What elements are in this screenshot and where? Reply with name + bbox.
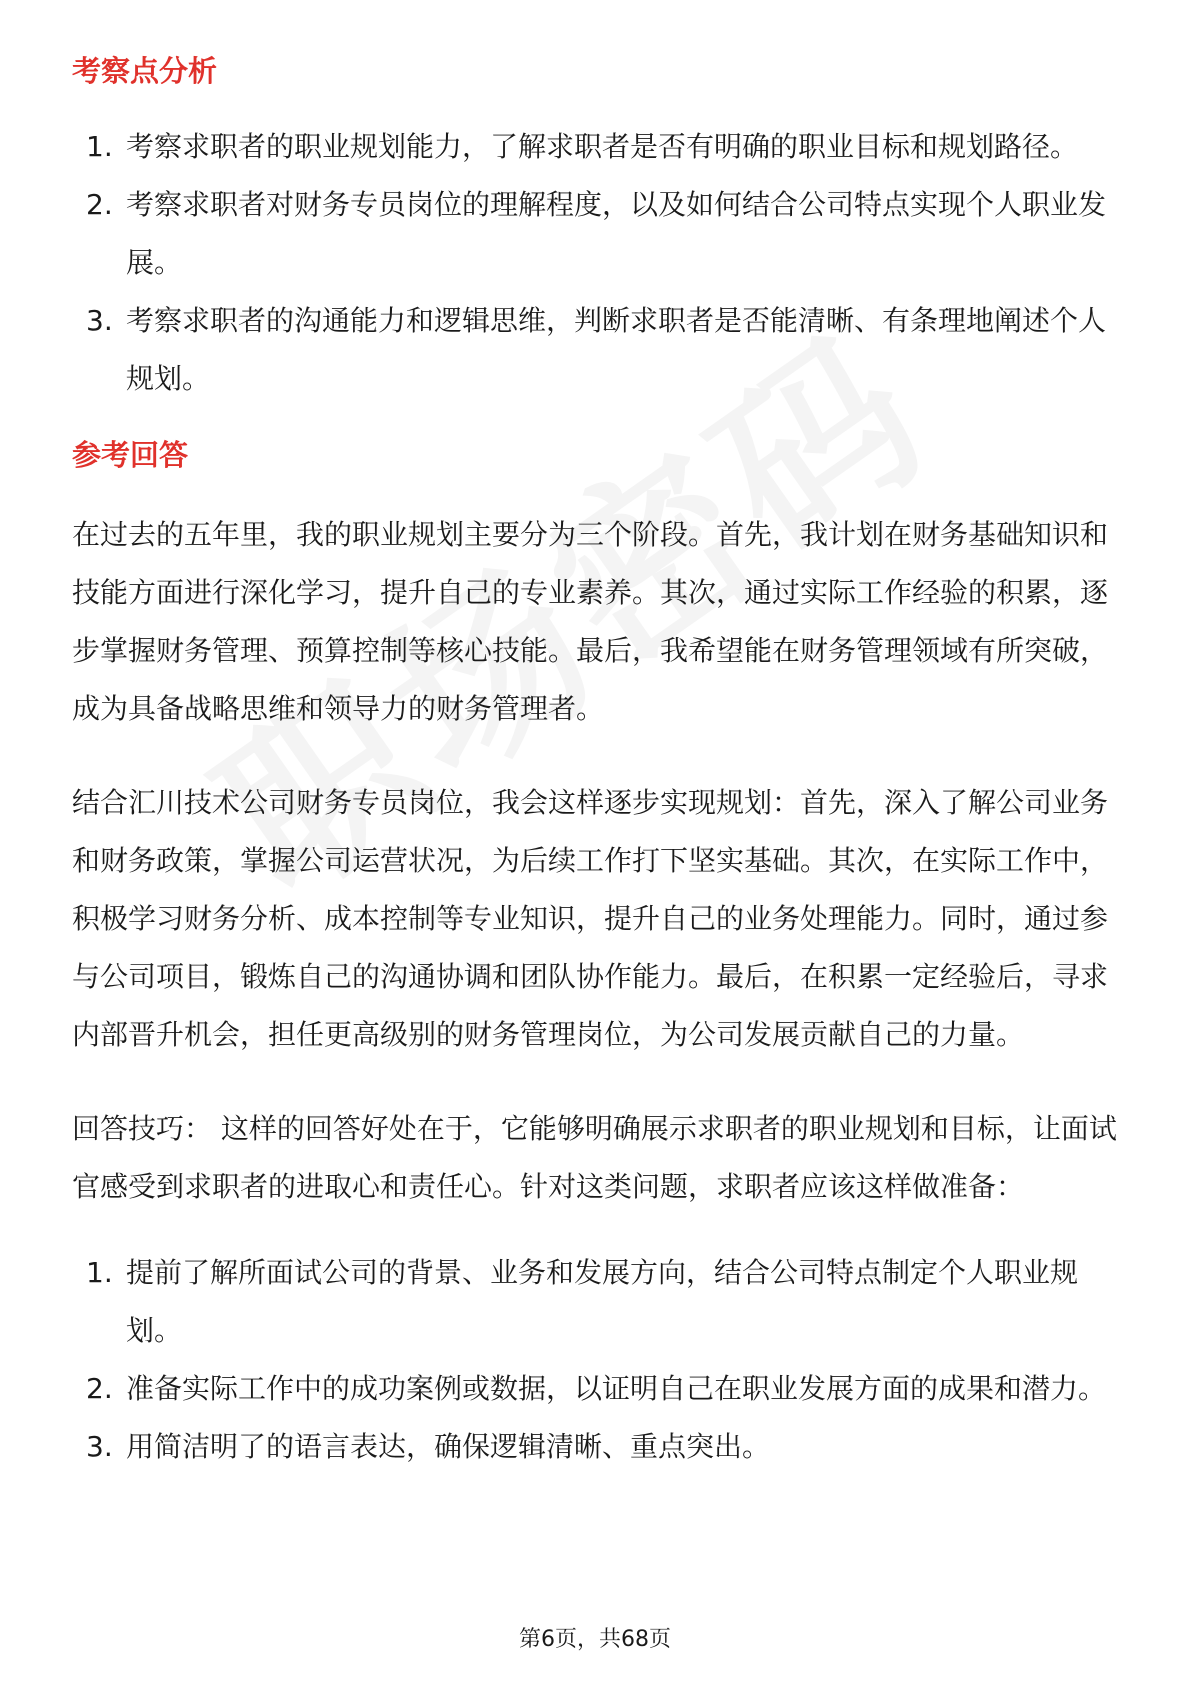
answer-heading: 参考回答 bbox=[72, 438, 189, 472]
list-item bbox=[72, 1244, 1120, 1360]
page-number: 第6页，共68页 bbox=[519, 1627, 671, 1652]
list-item-text: 准备实际工作中的成功案例或数据，以证明自己在职业发展方面的成果和潜力。 bbox=[126, 1372, 1107, 1405]
list-item-number: 1. bbox=[86, 130, 113, 163]
list-item bbox=[72, 176, 1120, 292]
answer-tips-intro: 回答技巧： 这样的回答好处在于，它能够明确展示求职者的职业规划和目标，让面试官感受到求职者的进取心和责任心。针对这类问题，求职者应该这样做准备： bbox=[72, 1112, 1117, 1203]
list-item bbox=[72, 292, 1120, 408]
list-item-text: 考察求职者的职业规划能力，了解求职者是否有明确的职业目标和规划路径。 bbox=[126, 130, 1079, 163]
analysis-heading: 考察点分析 bbox=[72, 54, 218, 88]
list-item-text: 考察求职者的沟通能力和逻辑思维，判断求职者是否能清晰、有条理地阐述个人规划。 bbox=[126, 304, 1107, 395]
tips-list bbox=[72, 1244, 1120, 1476]
list-item-text: 考察求职者对财务专员岗位的理解程度，以及如何结合公司特点实现个人职业发展。 bbox=[126, 188, 1107, 279]
list-item-number: 3. bbox=[86, 1430, 113, 1463]
analysis-list bbox=[72, 118, 1120, 408]
answer-paragraph-2: 结合汇川技术公司财务专员岗位，我会这样逐步实现规划：首先，深入了解公司业务和财务政策，掌握公司运营状况，为后续工作打下坚实基础。其次，在实际工作中，积极学习财务分析、成本控制等专业知识，提升自己的业务处理能力。同时，通过参与公司项目，锻炼自己的沟通协调和团队协作能力。最后，在积累一定经验后，寻求内部晋升机会，担任更高级别的财务管理岗位，为公司发展贡献自己的力量。 bbox=[72, 786, 1109, 1051]
list-item-number: 3. bbox=[86, 304, 113, 337]
list-item-text: 提前了解所面试公司的背景、业务和发展方向，结合公司特点制定个人职业规划。 bbox=[126, 1256, 1079, 1347]
list-item-number: 2. bbox=[86, 1372, 113, 1405]
list-item-number: 1. bbox=[86, 1256, 113, 1289]
list-item-text: 用简洁明了的语言表达，确保逻辑清晰、重点突出。 bbox=[126, 1430, 771, 1463]
answer-paragraph-1: 在过去的五年里，我的职业规划主要分为三个阶段。首先，我计划在财务基础知识和技能方面进行深化学习，提升自己的专业素养。其次，通过实际工作经验的积累，逐步掌握财务管理、预算控制等核心技能。最后，我希望能在财务管理领域有所突破，成为具备战略思维和领导力的财务管理者。 bbox=[72, 518, 1109, 725]
list-item bbox=[72, 118, 1120, 176]
list-item-number: 2. bbox=[86, 188, 113, 221]
list-item bbox=[72, 1360, 1120, 1418]
list-item bbox=[72, 1418, 1120, 1476]
document-page bbox=[72, 48, 1120, 1476]
